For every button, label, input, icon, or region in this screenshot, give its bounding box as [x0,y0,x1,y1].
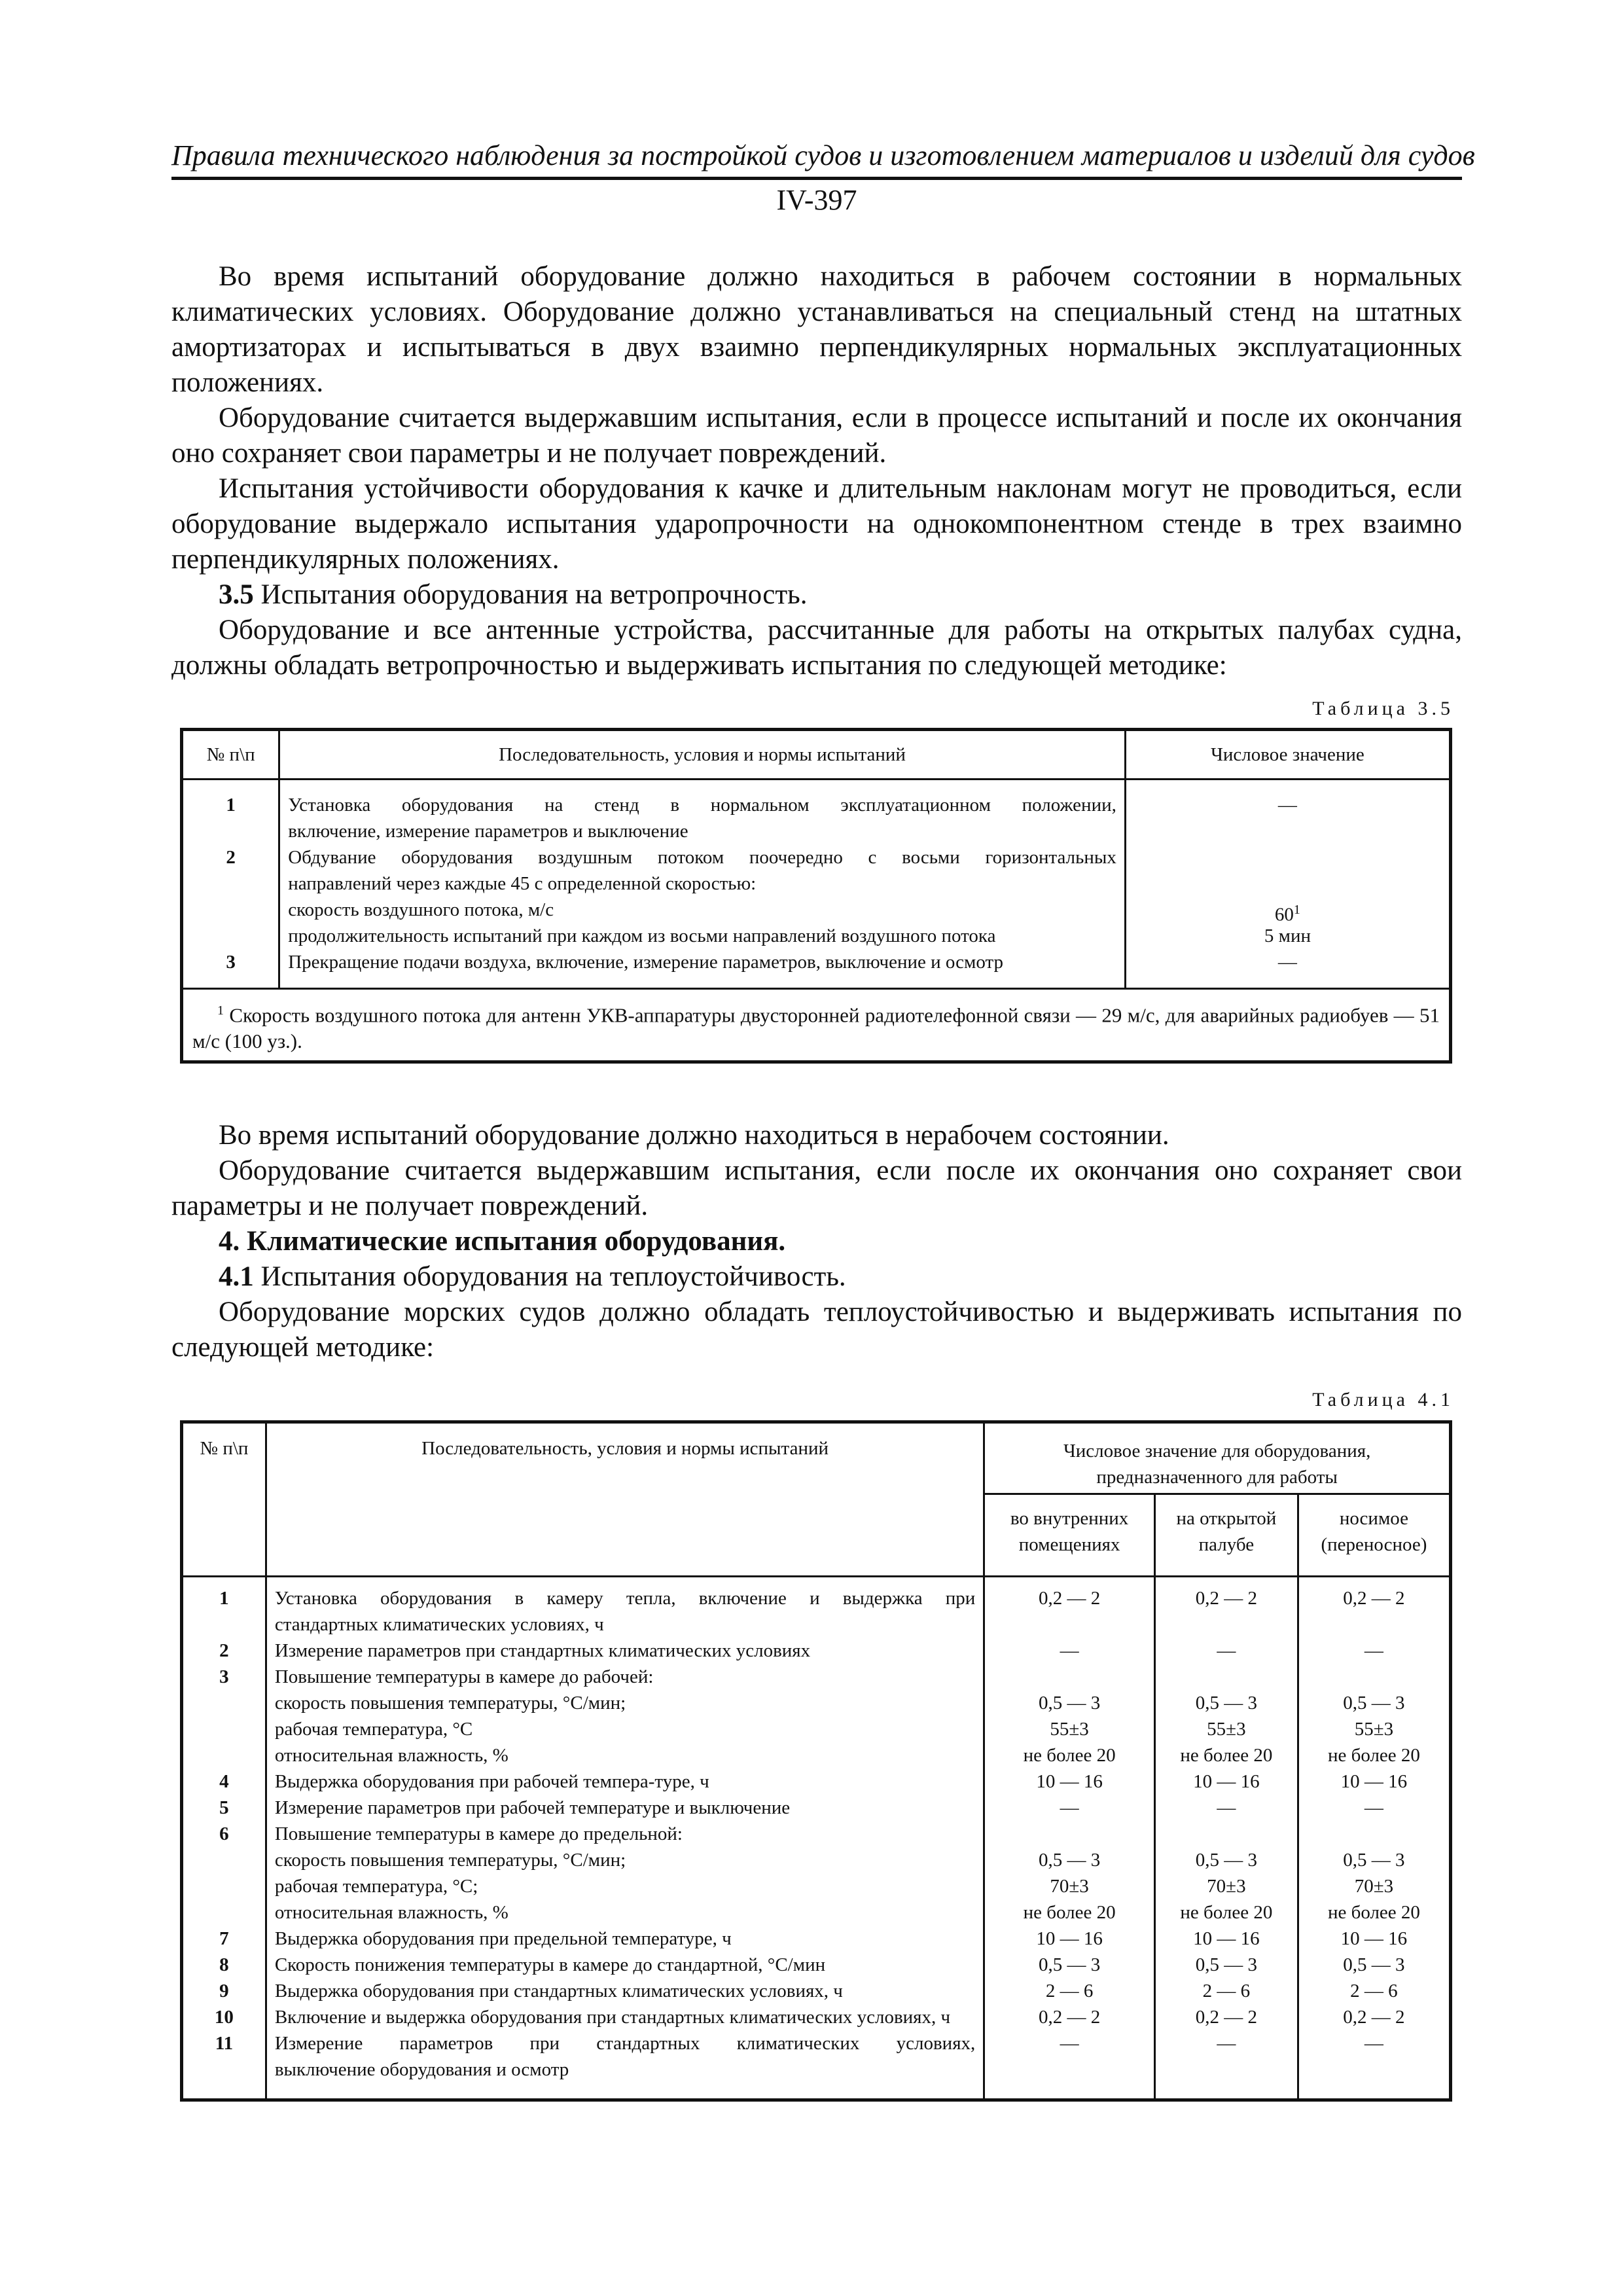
table-value: — [1217,2033,1236,2054]
table-line: стандартных климатических условиях, ч [274,1614,604,1635]
table-value [985,1821,1154,1847]
row-number: 3 [226,952,236,973]
paragraph: Испытания устойчивости оборудования к качке и длительным наклонам могут не проводиться, если оборудование выдержало испытания ударопрочности на однокомпонентном стенде в трех взаимно перпендикулярных положениях. [171,473,1462,575]
section-heading-4 [171,1224,1462,1259]
running-header: Правила технического наблюдения за постройкой судов и изготовлением материалов и изделий для судов [171,139,1475,171]
row-number: 9 [219,1981,229,2001]
table-line: Обдувание оборудования воздушным потоком поочередно с восьми горизонтальных [288,847,1116,868]
row-number [183,1716,265,1742]
paragraph: Оборудование считается выдержавшим испытания, если в процессе испытаний и после их окончания оно сохраняет свои параметры и не получает повреждений. [171,403,1462,469]
section-title: Испытания оборудования на теплоустойчивость. [253,1261,846,1292]
row-number [183,1847,265,1873]
table-value: 10 — 16 [1340,1771,1408,1792]
values-open-deck [1154,1577,1298,2100]
table-value: 2 — 6 [1202,1981,1251,2001]
table-value: 0,5 — 3 [1195,1954,1257,1975]
table-value: — [1364,2033,1383,2054]
table-value: 0,2 — 2 [1038,1588,1101,1609]
table-value [1156,2056,1297,2083]
row-number: 8 [219,1954,229,1975]
table-value [1299,2056,1449,2083]
table-line: Прекращение подачи воздуха, включение, измерение параметров, выключение и осмотр [288,952,1003,973]
table-value [1299,1611,1449,1638]
column-header: Числовое значение [1125,730,1450,780]
table-value [1126,844,1449,870]
table-value: 2 — 6 [1350,1981,1398,2001]
table-value: 0,5 — 3 [1195,1850,1257,1871]
table-footnote [182,989,1451,1062]
row-text [279,780,1126,989]
table-value: 0,5 — 3 [1038,1693,1101,1713]
table-value: 70±3 [1207,1876,1246,1897]
row-number [183,1611,265,1638]
table-value: 10 — 16 [1036,1928,1103,1949]
table-value: 10 — 16 [1193,1928,1260,1949]
table-line: скорость повышения температуры, °С/мин; [274,1850,626,1871]
table-value: — [1060,1640,1079,1661]
table-value: 0,2 — 2 [1038,2007,1101,2028]
table-value: 5 мин [1264,925,1311,946]
table-value: 10 — 16 [1193,1771,1260,1792]
row-number: 3 [219,1666,229,1687]
table-value-with-sup [1126,897,1449,923]
table-value: 0,5 — 3 [1195,1693,1257,1713]
section-heading-3-5 [171,577,1462,613]
table-line: Установка оборудования в камеру тепла, включение и выдержка при [274,1588,976,1609]
table-value: 55±3 [1354,1719,1394,1740]
table-value: 0,5 — 3 [1343,1850,1405,1871]
table-line: Выдержка оборудования при рабочей темпера-туре, ч [274,1771,709,1792]
table-value [1126,818,1449,844]
sub-header-line: носимое [1339,1508,1409,1529]
values-internal [984,1577,1155,2100]
table-value [1156,1821,1297,1847]
section-title: Испытания оборудования на ветропрочность. [253,579,808,610]
table-value: — [1217,1797,1236,1818]
row-number [183,897,278,923]
table-value: — [1277,952,1297,973]
table-value: 55±3 [1050,1719,1089,1740]
table-line: Повышение температуры в камере до предельной: [274,1823,683,1844]
table-line: выключение оборудования и осмотр [274,2059,569,2080]
header-rule [171,177,1462,180]
section-number: 3.5 [219,579,254,610]
table-value: 0,2 — 2 [1195,1588,1257,1609]
column-header: № п\п [182,730,279,780]
column-header: № п\п [182,1422,266,1577]
table-caption: Таблица 4.1 [1312,1389,1454,1410]
footnote-ref: 1 [1293,903,1300,917]
column-header: Последовательность, условия и нормы испытаний [279,730,1126,780]
table-value: — [1060,1797,1079,1818]
row-number: 5 [219,1797,229,1818]
row-number: 1 [226,795,236,816]
table-line: Измерение параметров при рабочей температуре и выключение [274,1797,791,1818]
table-value: 60 [1274,904,1294,923]
table-value: — [1277,795,1297,816]
row-number: 11 [215,2033,234,2054]
row-number [183,923,278,949]
row-number: 4 [219,1771,229,1792]
table-value: 10 — 16 [1340,1928,1408,1949]
paragraph: Оборудование считается выдержавшим испытания, если после их окончания оно сохраняет свои параметры и не получает повреждений. [171,1155,1462,1221]
row-text [266,1577,984,2100]
paragraph: Во время испытаний оборудование должно находиться в рабочем состоянии в нормальных климатических условиях. Оборудование должно устанавливаться на специальный стенд на штатных амортизаторах и испытываться в двух взаимно перпендикулярных нормальных эксплуатационных положениях. [171,261,1462,398]
sub-header-line: помещениях [1018,1534,1120,1555]
footnote-mark: 1 [217,1003,224,1018]
row-number [183,1690,265,1716]
page-number: IV-397 [776,184,857,216]
sub-header-line: на открытой [1176,1508,1277,1529]
row-number [183,1742,265,1768]
sub-header [1154,1494,1298,1577]
table-line: Установка оборудования на стенд в нормальном эксплуатационном положении, [288,795,1116,816]
table-value [985,1664,1154,1690]
table-value: 2 — 6 [1045,1981,1094,2001]
table-line: Повышение температуры в камере до рабочей: [274,1666,654,1687]
table-line: Выдержка оборудования при предельной температуре, ч [274,1928,732,1949]
table-value [1126,870,1449,897]
table-value: 10 — 16 [1036,1771,1103,1792]
table-line: рабочая температура, °С [274,1719,473,1740]
table-line: Скорость понижения температуры в камере до стандартной, °С/мин [274,1954,826,1975]
table-value: 0,2 — 2 [1343,1588,1405,1609]
section-number: 4.1 [219,1261,254,1292]
header-line: предназначенного для работы [1096,1467,1338,1488]
table-caption: Таблица 3.5 [1312,698,1454,719]
row-number [183,818,278,844]
table-value: не более 20 [1327,1745,1420,1766]
table-value [985,2056,1154,2083]
row-number: 10 [214,2007,234,2028]
table-value: — [1060,2033,1079,2054]
row-values [1125,780,1450,989]
table-line: Включение и выдержка оборудования при стандартных климатических условиях, ч [274,2007,951,2028]
table-line: скорость воздушного потока, м/с [288,899,554,920]
table-4-1 [180,1420,1452,2102]
table-value [985,1611,1154,1638]
table-line: Выдержка оборудования при стандартных климатических условиях, ч [274,1981,843,2001]
table-line: относительная влажность, % [274,1902,508,1923]
table-line: продолжительность испытаний при каждом из восьми направлений воздушного потока [288,925,996,946]
row-number: 2 [226,847,236,868]
header-line: Числовое значение для оборудования, [1063,1441,1371,1462]
column-header-group [984,1422,1451,1494]
table-value: 70±3 [1050,1876,1089,1897]
sub-header [984,1494,1155,1577]
table-line: рабочая температура, °С; [274,1876,478,1897]
table-value: — [1364,1640,1383,1661]
table-value: не более 20 [1180,1745,1273,1766]
row-number [183,1873,265,1899]
column-header: Последовательность, условия и нормы испытаний [266,1422,984,1577]
row-number: 2 [219,1640,229,1661]
table-value: 0,2 — 2 [1195,2007,1257,2028]
table-value: не более 20 [1180,1902,1273,1923]
table-line: Измерение параметров при стандартных климатических условиях, [274,2033,976,2054]
table-value: 0,2 — 2 [1343,2007,1405,2028]
table-value: не более 20 [1023,1902,1116,1923]
sub-header-line: (переносное) [1321,1534,1427,1555]
table-value: не более 20 [1327,1902,1420,1923]
footnote-text: Скорость воздушного потока для антенн УКВ-аппаратуры двусторонней радиотелефонной связи — 29 м/с, для аварийных радиобуев — 51 м/с (100 уз.). [192,1003,1440,1053]
paragraph: Оборудование морских судов должно обладать теплоустойчивостью и выдерживать испытания по следующей методике: [171,1297,1462,1363]
table-value [1156,1611,1297,1638]
row-number: 6 [219,1823,229,1844]
section-title: 4. Климатические испытания оборудования. [219,1226,786,1257]
table-3-5 [180,728,1452,1064]
row-numbers [182,780,279,989]
table-value [1299,1664,1449,1690]
table-value: 70±3 [1354,1876,1394,1897]
sub-header [1298,1494,1450,1577]
row-number [183,1899,265,1926]
table-value: 55±3 [1207,1719,1246,1740]
table-value: — [1217,1640,1236,1661]
row-number [183,870,278,897]
table-line: скорость повышения температуры, °С/мин; [274,1693,626,1713]
section-heading-4-1 [171,1259,1462,1295]
table-line: направлений через каждые 45 с определенной скоростью: [288,873,757,894]
table-value: не более 20 [1023,1745,1116,1766]
table-value: 0,5 — 3 [1343,1693,1405,1713]
sub-header-line: во внутренних [1010,1508,1129,1529]
table-value [1156,1664,1297,1690]
table-value: — [1364,1797,1383,1818]
values-portable [1298,1577,1450,2100]
row-numbers [182,1577,266,2100]
table-line: включение, измерение параметров и выключение [288,821,688,842]
row-number: 7 [219,1928,229,1949]
table-value: 0,5 — 3 [1038,1954,1101,1975]
table-line: Измерение параметров при стандартных климатических условиях [274,1640,811,1661]
table-line: относительная влажность, % [274,1745,508,1766]
paragraph: Во время испытаний оборудование должно находиться в нерабочем состоянии. [219,1120,1169,1151]
table-value: 0,5 — 3 [1343,1954,1405,1975]
sub-header-line: палубе [1198,1534,1255,1555]
paragraph: Оборудование и все антенные устройства, рассчитанные для работы на открытых палубах судна, должны обладать ветропрочностью и выдерживать испытания по следующей методике: [171,615,1462,681]
table-value [1299,1821,1449,1847]
row-number: 1 [219,1588,229,1609]
row-number [183,2056,265,2083]
table-value: 0,5 — 3 [1038,1850,1101,1871]
